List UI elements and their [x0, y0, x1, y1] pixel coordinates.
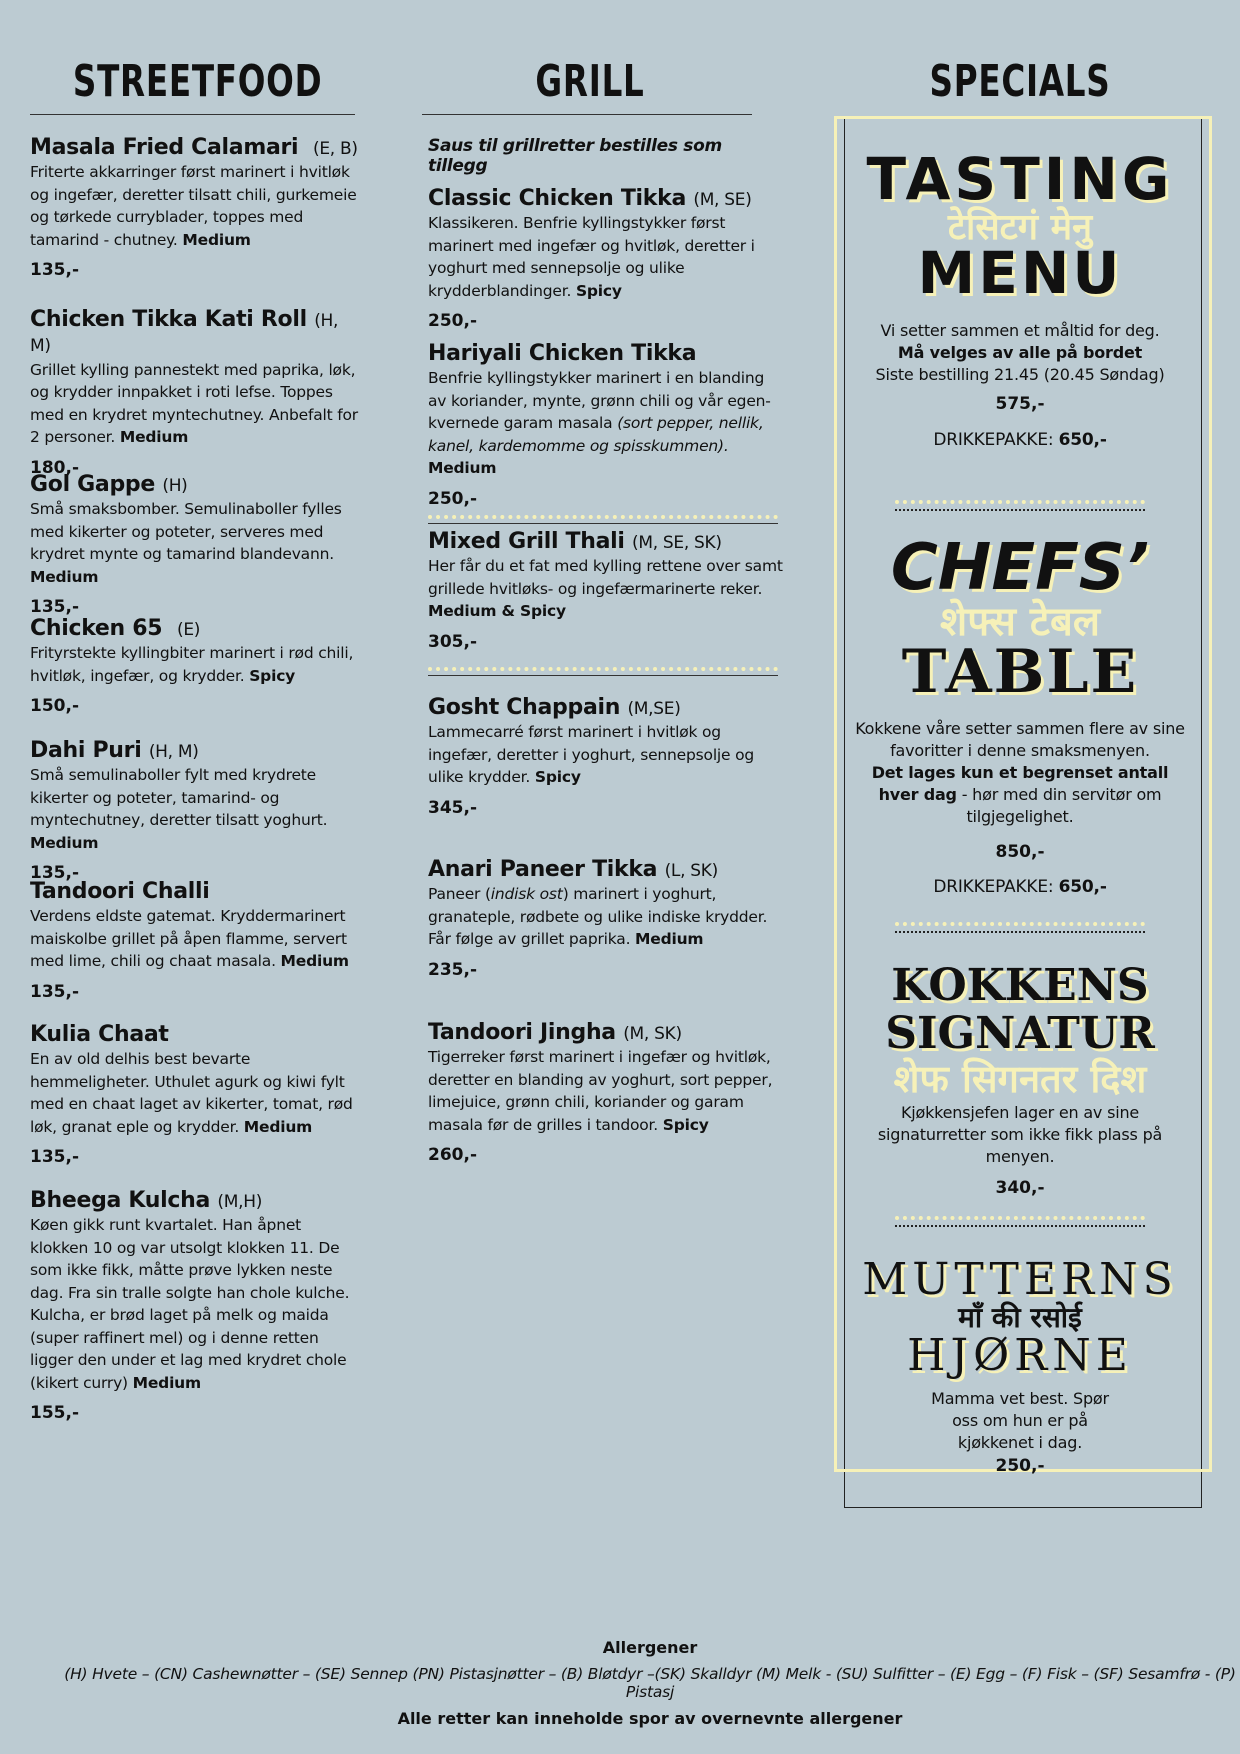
- item-strength: Spicy: [575, 281, 622, 300]
- item-desc-pre: Paneer (: [428, 885, 491, 904]
- item-strength: Medium: [280, 952, 349, 971]
- chefs-table: [830, 531, 1210, 898]
- item-price: 150,-: [30, 696, 79, 717]
- separator: [428, 667, 778, 681]
- item-name: Chicken 65: [30, 616, 163, 641]
- menu-item: [428, 857, 784, 980]
- tasting-menu: [830, 145, 1210, 451]
- item-allergens: (H, M): [148, 742, 199, 762]
- drink-price: 650,-: [1058, 877, 1107, 897]
- specials-column: [830, 0, 1210, 1520]
- signatur-title: KOKKENS: [891, 960, 1149, 1011]
- signatur-title-2: SIGNATUR: [885, 1008, 1155, 1059]
- allergen-note: Alle retter kan inneholde spor av overnevnte allergener: [397, 1709, 903, 1728]
- item-price: 135,-: [30, 597, 79, 618]
- item-name: Bheega Kulcha: [30, 1188, 211, 1213]
- menu-item: [428, 341, 784, 509]
- menu-item: [30, 879, 360, 1002]
- tasting-title-2: MENU: [917, 239, 1123, 307]
- item-price: 305,-: [428, 631, 477, 652]
- item-desc-italic: (sort pepper, nellik, kanel, kardemomme og spisskummen).: [428, 414, 764, 455]
- tasting-text-3: Siste bestilling 21.45 (20.45 Søndag): [875, 365, 1165, 384]
- separator: [895, 1216, 1145, 1227]
- item-name: Tandoori Challi: [30, 879, 210, 904]
- chefs-price: 850,-: [995, 842, 1045, 862]
- item-strength: Medium: [635, 930, 704, 949]
- item-desc: Tigerreker først marinert i ingefær og hvitløk, deretter en blanding av yoghurt, sort pepper, limejuice, grønn chili, koriander og garam masala før de grilles i tandoor.: [428, 1048, 773, 1134]
- item-strength: Spicy: [662, 1115, 709, 1134]
- chefs-text-2: Det lages kun et begrenset antall hver dag: [871, 763, 1169, 804]
- item-desc: Grillet kylling pannestekt med paprika, løk, og krydder innpakket i roti lefse. Toppes med en krydret myntechutney. Anbefalt for 2 personer.: [30, 360, 358, 447]
- item-strength: Medium & Spicy: [428, 602, 566, 621]
- drink-price: 650,-: [1058, 430, 1107, 450]
- allergen-list: (H) Hvete – (CN) Cashewnøtter – (SE) Sennep (PN) Pistasjnøtter – (B) Bløtdyr –(SK) Skalldyr (M) Melk - (SU) Sulfitter – (E) Egg – (F) Fisk – (SF) Sesamfrø - (P) Pistasj: [64, 1665, 1236, 1701]
- grill-column: [422, 0, 782, 1420]
- signatur-text: Kjøkkensjefen lager en av sine signaturretter som ikke fikk plass på menyen.: [877, 1103, 1163, 1166]
- item-desc: Friterte akkarringer først marinert i hvitløk og ingefær, deretter tilsatt chili, gurkemeie og tørkede curryblader, toppes med tamarind - chutney.: [30, 163, 357, 249]
- item-strength: Medium: [428, 459, 497, 478]
- chefs-title: CHEFS’: [890, 531, 1150, 605]
- item-strength: Medium: [30, 833, 99, 852]
- item-price: 135,-: [30, 260, 79, 281]
- item-price: 180,-: [30, 457, 79, 478]
- chefs-hindi: शेफ्स टेबल: [940, 599, 1100, 645]
- grill-note: Saus til grillretter bestilles som tillegg: [428, 136, 722, 176]
- item-desc: Køen gikk runt kvartalet. Han åpnet klokken 10 og var utsolgt klokken 11. De som ikke fikk, måtte prøve lykken neste dag. Fra sin tralle solgte han chole kulche. Kulcha, er brød laget på melk og maida (super raffinert mel) og i denne retten ligger den under et lag med krydret chole (kikert curry): [30, 1216, 350, 1392]
- menu-item: [428, 1020, 784, 1165]
- item-desc: Benfrie kyllingstykker marinert i en blanding av koriander, mynte, grønn chili og vår egen-kvernede garam masala: [428, 369, 771, 433]
- item-name: Tandoori Jingha: [428, 1020, 616, 1045]
- drink-label: DRIKKEPAKKE:: [933, 877, 1054, 897]
- item-strength: Medium: [243, 1117, 313, 1136]
- menu-item: [428, 529, 784, 652]
- specials-heading: SPECIALS: [929, 56, 1111, 107]
- separator: [895, 922, 1145, 933]
- tasting-text-1: Vi setter sammen et måltid for deg.: [880, 321, 1160, 340]
- item-name: Gol Gappe: [30, 472, 155, 497]
- item-allergens: (M,SE): [627, 699, 681, 719]
- separator: [428, 515, 778, 529]
- item-price: 135,-: [30, 1147, 79, 1168]
- item-allergens: (M, SK): [623, 1024, 682, 1044]
- item-allergens: (L, SK): [664, 861, 718, 881]
- streetfood-column: [30, 0, 360, 1424]
- item-desc: Frityrstekte kyllingbiter marinert i rød chili, hvitløk, ingefær, og krydder.: [30, 644, 354, 685]
- item-price: 260,-: [428, 1145, 477, 1166]
- item-allergens: (H, M): [30, 311, 339, 357]
- mutterns-hjorne: [830, 1254, 1210, 1476]
- menu-item: [30, 1022, 360, 1167]
- chefs-title-2: TABLE: [901, 637, 1139, 707]
- signatur-hindi: शेफ सिगनतर दिश: [893, 1057, 1147, 1101]
- item-desc: Lammecarré først marinert i hvitløk og ingefær, deretter i yoghurt, sennepsolje og ulike krydder.: [428, 723, 755, 787]
- mutterns-title: MUTTERNS: [862, 1254, 1178, 1305]
- item-desc: Her får du et fat med kylling rettene over samt grillede hvitløks- og ingefærmarinerte reker.: [428, 557, 783, 598]
- item-desc: Verdens eldste gatemat. Kryddermarinert maiskolbe grillet på åpen flamme, servert med lime, chili og chaat masala.: [30, 907, 347, 971]
- grill-rule: [422, 114, 752, 115]
- item-desc: En av old delhis best bevarte hemmeligheter. Uthulet agurk og kiwi fylt med en chaat laget av kikerter, tomat, rød løk, granat eple og krydder.: [30, 1050, 353, 1136]
- menu-item: [30, 307, 360, 478]
- mutterns-text: Mamma vet best. Spør oss om hun er på kjøkkenet i dag.: [931, 1389, 1109, 1452]
- item-price: 250,-: [428, 488, 477, 509]
- item-name: Masala Fried Calamari: [30, 135, 299, 160]
- menu-item: [30, 472, 360, 617]
- streetfood-heading: STREETFOOD: [72, 56, 323, 107]
- item-allergens: (H): [162, 476, 188, 496]
- item-price: 135,-: [30, 981, 79, 1002]
- menu-item: [30, 135, 360, 280]
- item-name: Classic Chicken Tikka: [428, 186, 686, 211]
- signatur-price: 340,-: [995, 1178, 1045, 1198]
- tasting-text-2: Må velges av alle på bordet: [897, 343, 1143, 362]
- menu-item: [428, 695, 784, 818]
- menu-item: [428, 186, 784, 331]
- item-allergens: (M, SE, SK): [632, 533, 722, 553]
- drink-label: DRIKKEPAKKE:: [933, 430, 1054, 450]
- menu-item: [30, 1188, 360, 1423]
- item-name: Anari Paneer Tikka: [428, 857, 658, 882]
- item-allergens: (M,H): [217, 1192, 263, 1212]
- item-allergens: (E, B): [313, 139, 358, 159]
- item-strength: Medium: [182, 230, 251, 249]
- tasting-price: 575,-: [995, 394, 1045, 414]
- item-strength: Spicy: [249, 666, 296, 685]
- item-name: Chicken Tikka Kati Roll: [30, 307, 307, 332]
- mutterns-hindi: माँ की रसोई: [958, 1301, 1082, 1334]
- item-name: Hariyali Chicken Tikka: [428, 341, 697, 366]
- item-name: Mixed Grill Thali: [428, 529, 625, 554]
- item-desc: Klassikeren. Benfrie kyllingstykker først marinert med ingefær og hvitløk, deretter i yoghurt med sennepsolje og ulike krydderblandinger.: [428, 214, 755, 300]
- item-strength: Medium: [30, 567, 99, 586]
- item-price: 250,-: [428, 311, 477, 332]
- grill-heading: GRILL: [535, 56, 645, 107]
- mutterns-title-2: HJØRNE: [907, 1330, 1133, 1381]
- item-desc-italic: indisk ost: [490, 885, 563, 904]
- separator: [895, 500, 1145, 511]
- allergen-section: [0, 1638, 1240, 1728]
- item-desc: Små smaksbomber. Semulinaboller fylles med kikerter og poteter, serveres med krydret mynte og tamarind blandevann.: [30, 500, 342, 564]
- item-price: 135,-: [30, 863, 79, 884]
- item-price: 345,-: [428, 797, 477, 818]
- item-name: Dahi Puri: [30, 738, 142, 763]
- item-price: 155,-: [30, 1403, 79, 1424]
- menu-item: [30, 738, 360, 883]
- item-price: 235,-: [428, 959, 477, 980]
- mutterns-price: 250,-: [995, 1456, 1045, 1476]
- chefs-text-3: - hør med din servitør om tilgjegelighet.: [961, 785, 1162, 826]
- tasting-hindi: टेसिटगं मेनु: [947, 207, 1093, 248]
- item-name: Kulia Chaat: [30, 1022, 169, 1047]
- streetfood-rule: [30, 114, 355, 115]
- kokkens-signatur: [830, 960, 1210, 1198]
- chefs-text-1: Kokkene våre setter sammen flere av sine favoritter i denne smaksmenyen.: [855, 719, 1185, 760]
- item-strength: Medium: [119, 428, 189, 447]
- item-desc: ) marinert i yoghurt, granateple, rødbete og ulike indiske krydder. Får følge av grillet paprika.: [428, 885, 768, 949]
- allergen-title: Allergener: [602, 1638, 698, 1657]
- item-allergens: (M, SE): [693, 190, 752, 210]
- menu-item: [30, 616, 360, 716]
- item-allergens: (E): [177, 620, 201, 640]
- item-desc: Små semulinaboller fylt med krydrete kikerter og poteter, tamarind- og myntechutney, deretter tilsatt yoghurt.: [30, 766, 328, 830]
- item-name: Gosht Chappain: [428, 695, 621, 720]
- tasting-title: TASTING: [866, 145, 1174, 213]
- item-strength: Spicy: [534, 768, 581, 787]
- item-strength: Medium: [132, 1373, 201, 1392]
